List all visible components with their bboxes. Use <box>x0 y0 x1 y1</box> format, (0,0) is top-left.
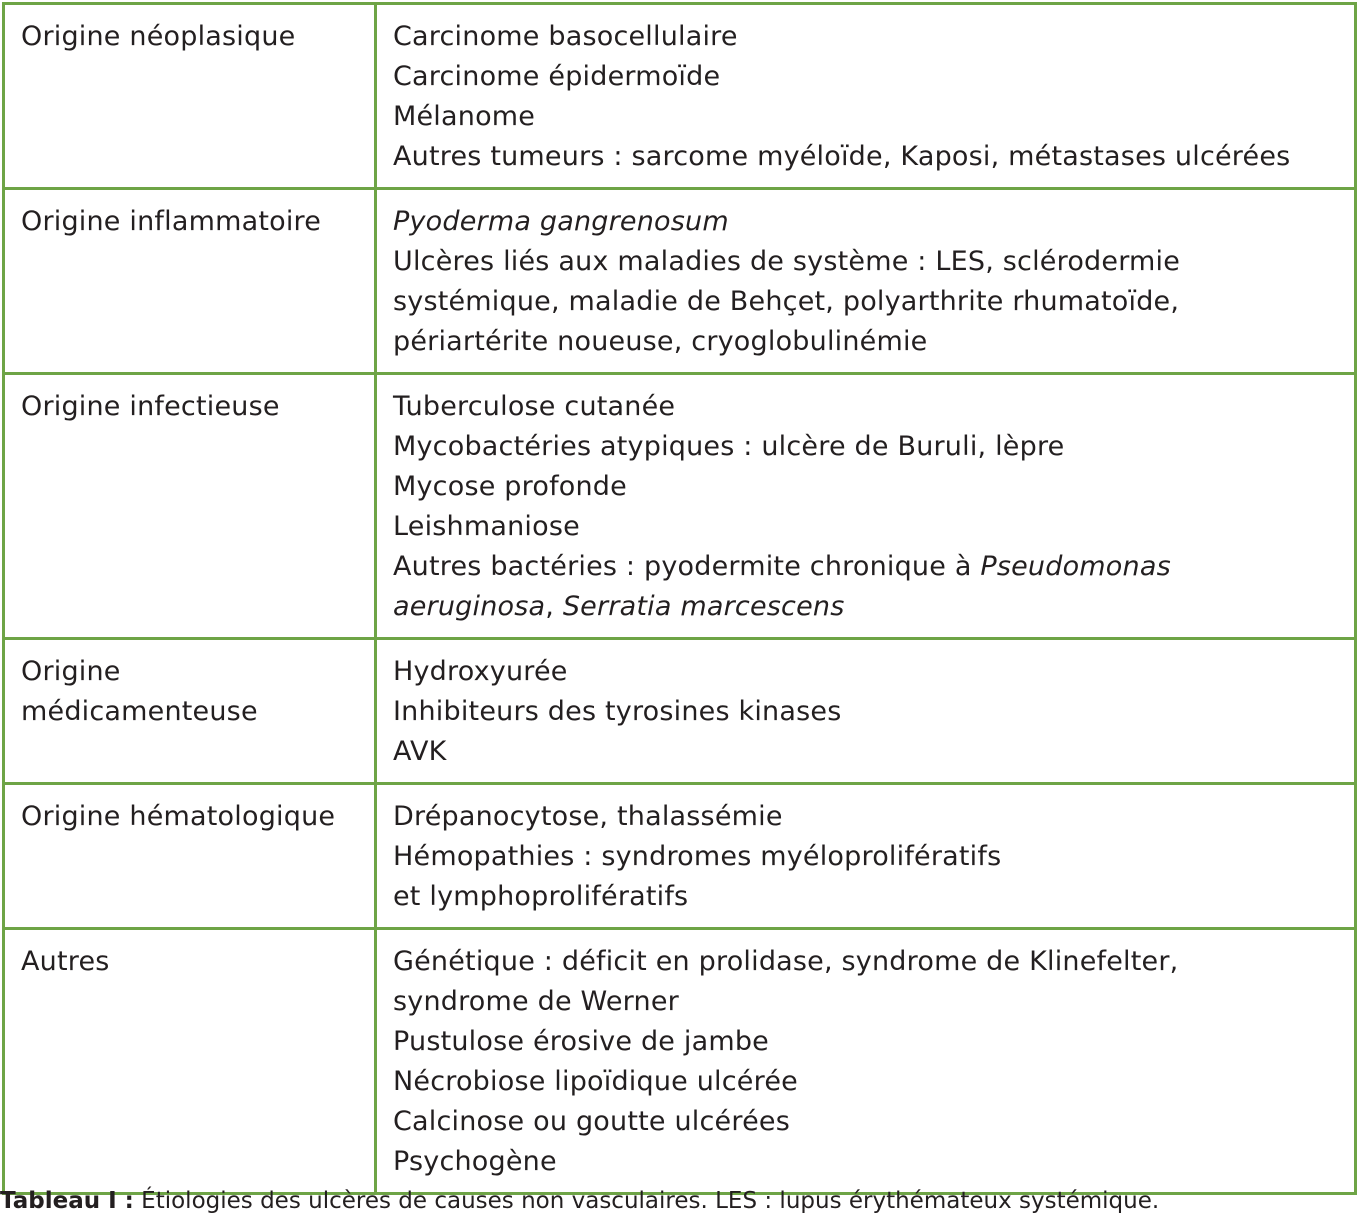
item-line: Mycose profonde <box>393 471 627 502</box>
category-cell <box>4 639 376 784</box>
item-line: systémique, maladie de Behçet, polyarthrite rhumatoïde, <box>393 286 1180 317</box>
category-label: Origine néoplasique <box>21 21 296 52</box>
item-line: Drépanocytose, thalassémie <box>393 801 783 832</box>
items-cell <box>376 189 1356 374</box>
items-cell <box>376 784 1356 929</box>
italic-term: Pyoderma gangrenosum <box>393 206 729 237</box>
category-cell <box>4 784 376 929</box>
items-cell <box>376 4 1356 189</box>
item-line: Mycobactéries atypiques : ulcère de Buruli, lèpre <box>393 431 1065 462</box>
table-caption <box>0 1184 1159 1218</box>
category-cell <box>4 4 376 189</box>
item-line-mixed <box>393 587 1340 627</box>
table-row <box>4 374 1356 639</box>
table-row <box>4 929 1356 1194</box>
item-line: Inhibiteurs des tyrosines kinases <box>393 696 842 727</box>
item-line: périartérite noueuse, cryoglobulinémie <box>393 326 928 357</box>
mixed-prefix: Autres bactéries : pyodermite chronique à <box>393 551 981 582</box>
items-cell <box>376 374 1356 639</box>
category-cell <box>4 374 376 639</box>
table-row <box>4 639 1356 784</box>
table-row <box>4 784 1356 929</box>
italic-term: aeruginosa <box>393 591 546 622</box>
item-line: Ulcères liés aux maladies de système : LES, sclérodermie <box>393 246 1181 277</box>
item-line: Hémopathies : syndromes myéloprolifératifs <box>393 841 1002 872</box>
category-label: Autres <box>21 946 110 977</box>
item-line-italic <box>393 202 1340 242</box>
item-line: Tuberculose cutanée <box>393 391 676 422</box>
italic-term: Pseudomonas <box>980 551 1171 582</box>
item-line: Mélanome <box>393 101 536 132</box>
table-row <box>4 4 1356 189</box>
item-line: Carcinome basocellulaire <box>393 21 738 52</box>
table-row <box>4 189 1356 374</box>
category-cell <box>4 189 376 374</box>
category-label-line2: médicamenteuse <box>21 696 258 727</box>
item-line: Pustulose érosive de jambe <box>393 1026 769 1057</box>
item-line: Leishmaniose <box>393 511 580 542</box>
category-label-line1: Origine <box>21 656 121 687</box>
item-line: Nécrobiose lipoïdique ulcérée <box>393 1066 798 1097</box>
items-cell <box>376 639 1356 784</box>
category-label: Origine hématologique <box>21 801 336 832</box>
item-line: Autres tumeurs : sarcome myéloïde, Kaposi, métastases ulcérées <box>393 141 1291 172</box>
item-line: Carcinome épidermoïde <box>393 61 721 92</box>
caption-label: Tableau I : <box>0 1188 134 1214</box>
item-line: Hydroxyurée <box>393 656 568 687</box>
item-line: Psychogène <box>393 1146 557 1177</box>
category-cell <box>4 929 376 1194</box>
item-line: Génétique : déficit en prolidase, syndrome de Klinefelter, <box>393 946 1179 977</box>
item-line: syndrome de Werner <box>393 986 679 1017</box>
mixed-separator: , <box>545 591 563 622</box>
item-line: et lymphoprolifératifs <box>393 881 689 912</box>
item-line-mixed <box>393 547 1340 587</box>
item-line: Calcinose ou goutte ulcérées <box>393 1106 790 1137</box>
items-cell <box>376 929 1356 1194</box>
caption-text: Étiologies des ulcères de causes non vasculaires. LES : lupus érythémateux systémique. <box>133 1188 1160 1214</box>
item-line: AVK <box>393 736 447 767</box>
italic-term: Serratia marcescens <box>562 591 845 622</box>
etiology-table <box>2 2 1357 1195</box>
etiology-table-container <box>2 2 1357 1195</box>
category-label: Origine infectieuse <box>21 391 280 422</box>
category-label: Origine inflammatoire <box>21 206 322 237</box>
